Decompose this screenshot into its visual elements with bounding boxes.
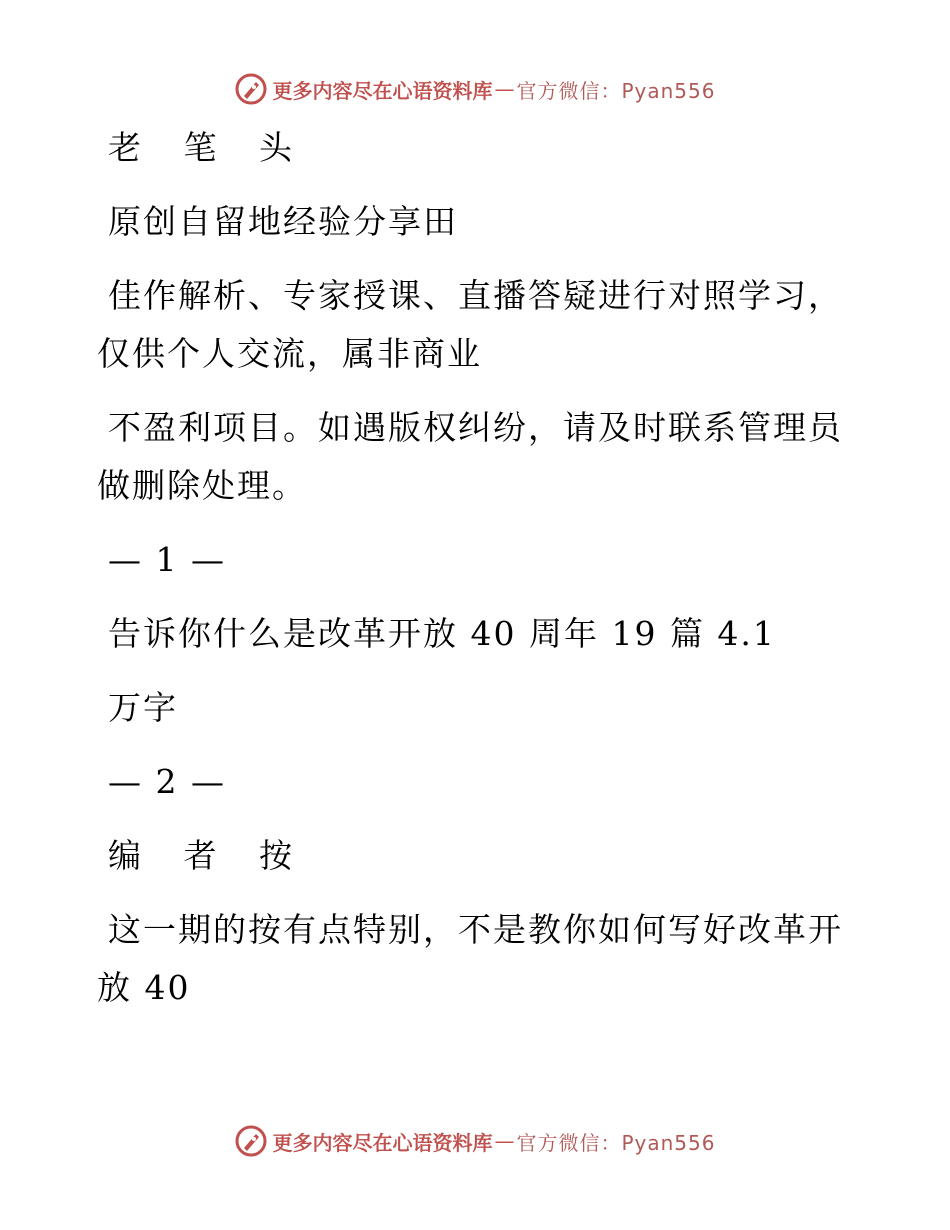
footer-watermark xyxy=(0,1124,950,1158)
watermark-dash: — xyxy=(494,1129,515,1153)
doc-heading: 告诉你什么是改革开放 40 周年 19 篇 4.1 xyxy=(108,614,776,653)
watermark-wechat: 官方微信：Pyan556 xyxy=(516,1130,716,1155)
watermark-text: 更多内容尽在心语资料库 xyxy=(272,78,493,103)
doc-subtitle: 原创自留地经验分享田 xyxy=(108,202,458,241)
pen-circle-logo-icon xyxy=(234,1124,268,1158)
doc-title: 老 笔 头 xyxy=(108,128,308,167)
page-marker-2: — 2 — xyxy=(108,762,226,801)
doc-paragraph-line: 做删除处理。 xyxy=(97,466,307,505)
doc-paragraph-line: 佳作解析、专家授课、直播答疑进行对照学习， xyxy=(108,276,843,315)
pen-circle-logo-icon xyxy=(234,72,268,106)
header-watermark xyxy=(0,72,950,106)
doc-paragraph-line: 这一期的按有点特别，不是教你如何写好改革开 xyxy=(108,910,843,949)
doc-paragraph-line: 放 40 xyxy=(97,968,191,1007)
watermark-wechat: 官方微信：Pyan556 xyxy=(516,78,716,103)
doc-paragraph-line: 仅供个人交流，属非商业 xyxy=(97,334,482,373)
doc-heading-cont: 万字 xyxy=(108,688,178,727)
watermark-text: 更多内容尽在心语资料库 xyxy=(272,1130,493,1155)
editor-note-title: 编 者 按 xyxy=(108,836,308,875)
doc-paragraph-line: 不盈利项目。如遇版权纠纷，请及时联系管理员 xyxy=(108,408,843,447)
page-marker-1: — 1 — xyxy=(108,540,226,579)
watermark-dash: — xyxy=(494,77,515,101)
